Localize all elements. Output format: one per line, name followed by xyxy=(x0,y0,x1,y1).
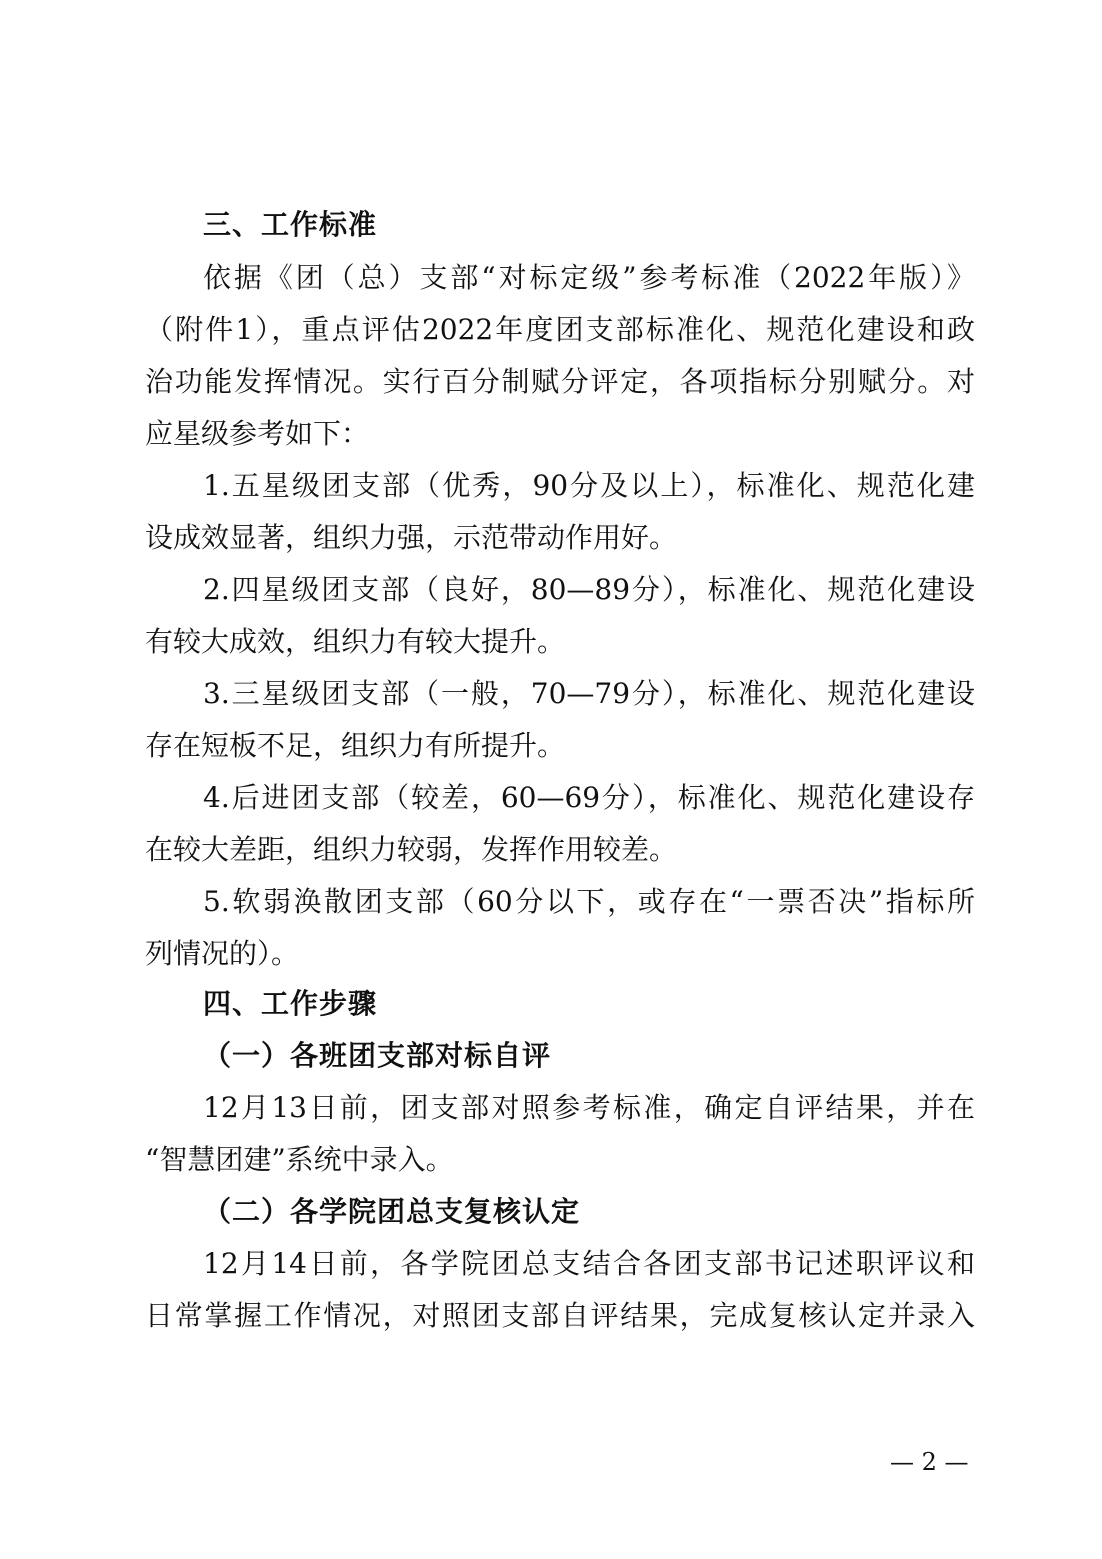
paragraph-line: 治功能发挥情况。实行百分制赋分评定，各项指标分别赋分。对 xyxy=(145,365,975,398)
level-item-line: 4.后进团支部（较差，60—69分），标准化、规范化建设存 xyxy=(203,781,975,814)
paragraph-line: （附件1），重点评估2022年度团支部标准化、规范化建设和政 xyxy=(145,313,975,346)
level-item-line: 列情况的）。 xyxy=(145,937,300,970)
level-item-line: 3.三星级团支部（一般，70—79分），标准化、规范化建设 xyxy=(203,677,975,710)
level-item-line: 1.五星级团支部（优秀，90分及以上），标准化、规范化建 xyxy=(203,469,975,502)
level-item-line: 设成效显著，组织力强，示范带动作用好。 xyxy=(145,521,678,554)
paragraph-line: 应星级参考如下： xyxy=(145,417,370,450)
level-item-line: 在较大差距，组织力较弱，发挥作用较差。 xyxy=(145,833,678,866)
page-number: — 2 — xyxy=(890,1448,969,1476)
paragraph-line: “智慧团建”系统中录入。 xyxy=(145,1143,454,1176)
paragraph-line: 日常掌握工作情况，对照团支部自评结果，完成复核认定并录入 xyxy=(145,1299,975,1332)
paragraph-line: 12月13日前，团支部对照参考标准，确定自评结果，并在 xyxy=(203,1091,975,1124)
section-heading-work-steps: 四、工作步骤 xyxy=(203,987,378,1020)
section-heading-work-standard: 三、工作标准 xyxy=(203,208,378,241)
level-item-line: 有较大成效，组织力有较大提升。 xyxy=(145,625,566,658)
paragraph-line: 依据《团（总）支部“对标定级”参考标准（2022年版）》 xyxy=(203,261,975,294)
paragraph-line: 12月14日前，各学院团总支结合各团支部书记述职评议和 xyxy=(203,1247,975,1280)
level-item-line: 2.四星级团支部（良好，80—89分），标准化、规范化建设 xyxy=(203,573,975,606)
level-item-line: 存在短板不足，组织力有所提升。 xyxy=(145,729,566,762)
subsection-heading-review: （二）各学院团总支复核认定 xyxy=(203,1195,581,1228)
subsection-heading-self-evaluation: （一）各班团支部对标自评 xyxy=(203,1039,552,1072)
level-item-line: 5.软弱涣散团支部（60分以下，或存在“一票否决”指标所 xyxy=(203,885,975,918)
